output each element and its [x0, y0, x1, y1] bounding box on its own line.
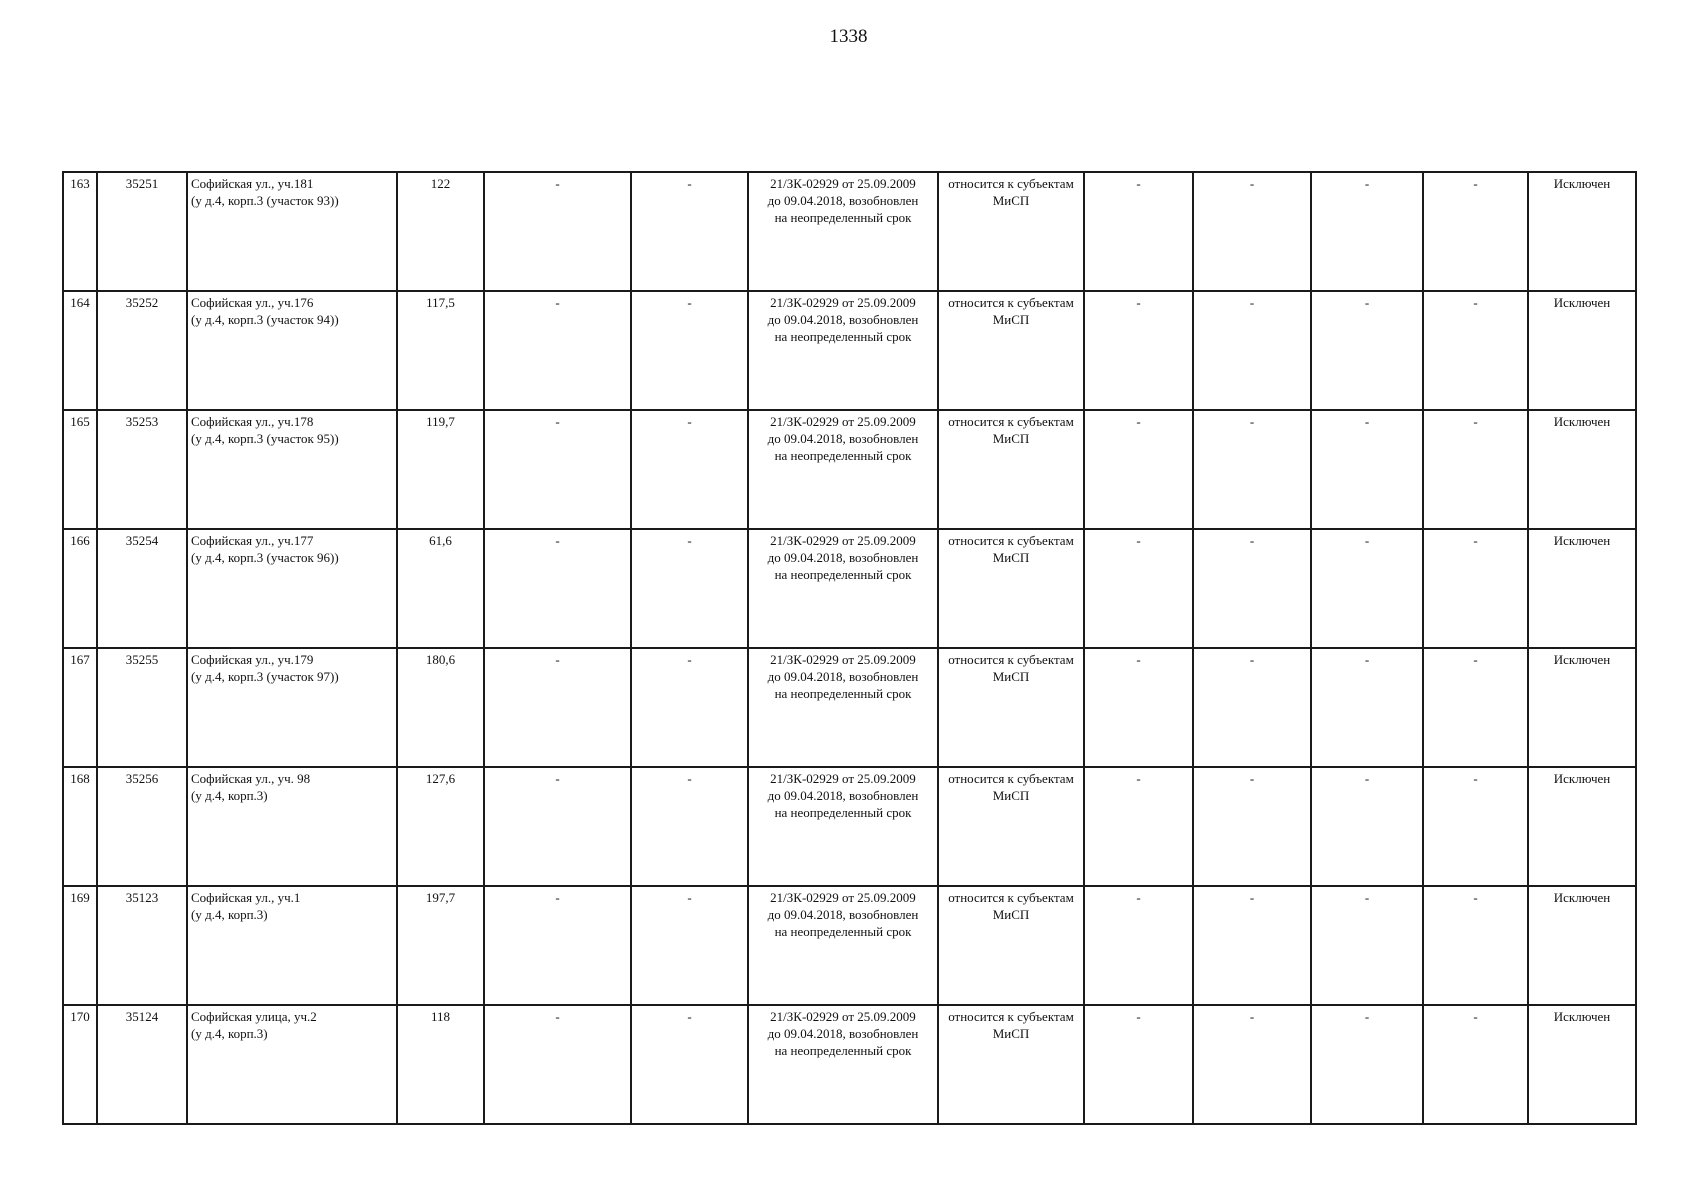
column-5-cell: -	[484, 886, 631, 1005]
row-number-cell: 166	[63, 529, 97, 648]
column-10-cell: -	[1193, 172, 1311, 291]
column-10-cell: -	[1193, 291, 1311, 410]
category-cell	[938, 410, 1084, 529]
category-cell-line: относится к субъектам	[948, 533, 1074, 548]
column-11-cell: -	[1311, 767, 1423, 886]
address-cell-line: Софийская ул., уч.1	[191, 890, 301, 905]
table-row	[63, 291, 1636, 410]
status-cell: Исключен	[1528, 648, 1636, 767]
registry-body	[63, 172, 1636, 1124]
lease-contract-cell-line: на неопределенный срок	[774, 686, 912, 701]
category-cell-line: относится к субъектам	[948, 295, 1074, 310]
column-10-cell: -	[1193, 410, 1311, 529]
table-row	[63, 1005, 1636, 1124]
category-cell-line: МиСП	[992, 550, 1030, 565]
lease-contract-cell-line: до 09.04.2018, возобновлен	[767, 193, 919, 208]
lease-contract-cell	[748, 172, 938, 291]
status-cell: Исключен	[1528, 1005, 1636, 1124]
object-id-cell: 35252	[97, 291, 187, 410]
column-5-cell: -	[484, 172, 631, 291]
category-cell-line: относится к субъектам	[948, 771, 1074, 786]
address-cell-line: (у д.4, корп.3 (участок 93))	[191, 193, 339, 208]
area-cell: 61,6	[397, 529, 484, 648]
column-9-cell: -	[1084, 886, 1193, 1005]
lease-contract-cell-line: на неопределенный срок	[774, 448, 912, 463]
column-6-cell: -	[631, 529, 748, 648]
address-cell-line: (у д.4, корп.3)	[191, 907, 268, 922]
column-12-cell: -	[1423, 1005, 1528, 1124]
category-cell	[938, 648, 1084, 767]
lease-contract-cell-line: до 09.04.2018, возобновлен	[767, 550, 919, 565]
address-cell-line: (у д.4, корп.3 (участок 97))	[191, 669, 339, 684]
category-cell-line: МиСП	[992, 431, 1030, 446]
area-cell: 117,5	[397, 291, 484, 410]
column-11-cell: -	[1311, 410, 1423, 529]
category-cell-line: относится к субъектам	[948, 1009, 1074, 1024]
column-6-cell: -	[631, 291, 748, 410]
column-12-cell: -	[1423, 767, 1528, 886]
column-6-cell: -	[631, 648, 748, 767]
category-cell	[938, 291, 1084, 410]
table-row	[63, 648, 1636, 767]
address-cell-line: Софийская ул., уч.179	[191, 652, 314, 667]
object-id-cell: 35256	[97, 767, 187, 886]
column-12-cell: -	[1423, 529, 1528, 648]
column-5-cell: -	[484, 1005, 631, 1124]
address-cell-line: Софийская ул., уч.178	[191, 414, 314, 429]
column-10-cell: -	[1193, 648, 1311, 767]
lease-contract-cell-line: 21/ЗК-02929 от 25.09.2009	[770, 176, 916, 191]
lease-contract-cell-line: до 09.04.2018, возобновлен	[767, 788, 919, 803]
category-cell	[938, 1005, 1084, 1124]
status-cell: Исключен	[1528, 291, 1636, 410]
status-cell: Исключен	[1528, 410, 1636, 529]
row-number-cell: 170	[63, 1005, 97, 1124]
row-number-cell: 169	[63, 886, 97, 1005]
column-6-cell: -	[631, 886, 748, 1005]
address-cell-line: Софийская ул., уч.181	[191, 176, 314, 191]
address-cell	[187, 410, 397, 529]
column-12-cell: -	[1423, 291, 1528, 410]
category-cell-line: МиСП	[992, 788, 1030, 803]
table-row	[63, 529, 1636, 648]
area-cell: 127,6	[397, 767, 484, 886]
category-cell	[938, 172, 1084, 291]
column-11-cell: -	[1311, 648, 1423, 767]
lease-contract-cell-line: до 09.04.2018, возобновлен	[767, 1026, 919, 1041]
column-6-cell: -	[631, 767, 748, 886]
lease-contract-cell-line: на неопределенный срок	[774, 1043, 912, 1058]
column-9-cell: -	[1084, 529, 1193, 648]
category-cell-line: МиСП	[992, 907, 1030, 922]
address-cell	[187, 886, 397, 1005]
column-12-cell: -	[1423, 172, 1528, 291]
lease-contract-cell	[748, 886, 938, 1005]
area-cell: 118	[397, 1005, 484, 1124]
lease-contract-cell-line: на неопределенный срок	[774, 329, 912, 344]
column-5-cell: -	[484, 410, 631, 529]
column-5-cell: -	[484, 529, 631, 648]
column-12-cell: -	[1423, 886, 1528, 1005]
table-row	[63, 410, 1636, 529]
row-number-cell: 167	[63, 648, 97, 767]
lease-contract-cell-line: 21/ЗК-02929 от 25.09.2009	[770, 1009, 916, 1024]
registry-table	[62, 171, 1637, 1125]
area-cell: 180,6	[397, 648, 484, 767]
column-11-cell: -	[1311, 529, 1423, 648]
column-6-cell: -	[631, 1005, 748, 1124]
category-cell-line: относится к субъектам	[948, 176, 1074, 191]
category-cell-line: МиСП	[992, 193, 1030, 208]
column-9-cell: -	[1084, 1005, 1193, 1124]
column-10-cell: -	[1193, 886, 1311, 1005]
address-cell-line: (у д.4, корп.3 (участок 96))	[191, 550, 339, 565]
status-cell: Исключен	[1528, 529, 1636, 648]
category-cell-line: относится к субъектам	[948, 652, 1074, 667]
column-6-cell: -	[631, 410, 748, 529]
column-9-cell: -	[1084, 410, 1193, 529]
status-cell: Исключен	[1528, 172, 1636, 291]
category-cell	[938, 886, 1084, 1005]
column-10-cell: -	[1193, 1005, 1311, 1124]
column-5-cell: -	[484, 648, 631, 767]
lease-contract-cell	[748, 648, 938, 767]
object-id-cell: 35254	[97, 529, 187, 648]
object-id-cell: 35251	[97, 172, 187, 291]
row-number-cell: 165	[63, 410, 97, 529]
lease-contract-cell	[748, 410, 938, 529]
column-10-cell: -	[1193, 767, 1311, 886]
lease-contract-cell-line: до 09.04.2018, возобновлен	[767, 669, 919, 684]
lease-contract-cell	[748, 1005, 938, 1124]
column-6-cell: -	[631, 172, 748, 291]
category-cell	[938, 529, 1084, 648]
area-cell: 122	[397, 172, 484, 291]
address-cell	[187, 1005, 397, 1124]
address-cell	[187, 648, 397, 767]
address-cell-line: Софийская ул., уч.176	[191, 295, 314, 310]
lease-contract-cell-line: 21/ЗК-02929 от 25.09.2009	[770, 533, 916, 548]
category-cell	[938, 767, 1084, 886]
column-9-cell: -	[1084, 648, 1193, 767]
lease-contract-cell-line: до 09.04.2018, возобновлен	[767, 907, 919, 922]
address-cell-line: Софийская ул., уч. 98	[191, 771, 311, 786]
address-cell	[187, 172, 397, 291]
object-id-cell: 35253	[97, 410, 187, 529]
lease-contract-cell	[748, 529, 938, 648]
address-cell-line: Софийская улица, уч.2	[191, 1009, 317, 1024]
address-cell-line: (у д.4, корп.3 (участок 95))	[191, 431, 339, 446]
object-id-cell: 35255	[97, 648, 187, 767]
lease-contract-cell	[748, 291, 938, 410]
column-11-cell: -	[1311, 1005, 1423, 1124]
lease-contract-cell-line: на неопределенный срок	[774, 805, 912, 820]
lease-contract-cell	[748, 767, 938, 886]
address-cell-line: (у д.4, корп.3)	[191, 1026, 268, 1041]
lease-contract-cell-line: до 09.04.2018, возобновлен	[767, 312, 919, 327]
area-cell: 197,7	[397, 886, 484, 1005]
column-9-cell: -	[1084, 291, 1193, 410]
column-5-cell: -	[484, 291, 631, 410]
object-id-cell: 35124	[97, 1005, 187, 1124]
column-10-cell: -	[1193, 529, 1311, 648]
lease-contract-cell-line: 21/ЗК-02929 от 25.09.2009	[770, 295, 916, 310]
lease-contract-cell-line: на неопределенный срок	[774, 210, 912, 225]
address-cell-line: (у д.4, корп.3)	[191, 788, 268, 803]
category-cell-line: относится к субъектам	[948, 890, 1074, 905]
column-11-cell: -	[1311, 886, 1423, 1005]
category-cell-line: МиСП	[992, 669, 1030, 684]
lease-contract-cell-line: на неопределенный срок	[774, 924, 912, 939]
row-number-cell: 164	[63, 291, 97, 410]
address-cell-line: Софийская ул., уч.177	[191, 533, 314, 548]
lease-contract-cell-line: на неопределенный срок	[774, 567, 912, 582]
address-cell	[187, 767, 397, 886]
column-9-cell: -	[1084, 767, 1193, 886]
status-cell: Исключен	[1528, 886, 1636, 1005]
lease-contract-cell-line: 21/ЗК-02929 от 25.09.2009	[770, 652, 916, 667]
lease-contract-cell-line: 21/ЗК-02929 от 25.09.2009	[770, 414, 916, 429]
lease-contract-cell-line: 21/ЗК-02929 от 25.09.2009	[770, 771, 916, 786]
object-id-cell: 35123	[97, 886, 187, 1005]
row-number-cell: 168	[63, 767, 97, 886]
column-5-cell: -	[484, 767, 631, 886]
column-11-cell: -	[1311, 172, 1423, 291]
address-cell	[187, 291, 397, 410]
status-cell: Исключен	[1528, 767, 1636, 886]
category-cell-line: МиСП	[992, 312, 1030, 327]
column-11-cell: -	[1311, 291, 1423, 410]
table-row	[63, 172, 1636, 291]
address-cell-line: (у д.4, корп.3 (участок 94))	[191, 312, 339, 327]
column-9-cell: -	[1084, 172, 1193, 291]
table-row	[63, 767, 1636, 886]
area-cell: 119,7	[397, 410, 484, 529]
address-cell	[187, 529, 397, 648]
lease-contract-cell-line: 21/ЗК-02929 от 25.09.2009	[770, 890, 916, 905]
column-12-cell: -	[1423, 648, 1528, 767]
category-cell-line: МиСП	[992, 1026, 1030, 1041]
table-row	[63, 886, 1636, 1005]
page-number: 1338	[829, 26, 868, 47]
column-12-cell: -	[1423, 410, 1528, 529]
category-cell-line: относится к субъектам	[948, 414, 1074, 429]
lease-contract-cell-line: до 09.04.2018, возобновлен	[767, 431, 919, 446]
row-number-cell: 163	[63, 172, 97, 291]
